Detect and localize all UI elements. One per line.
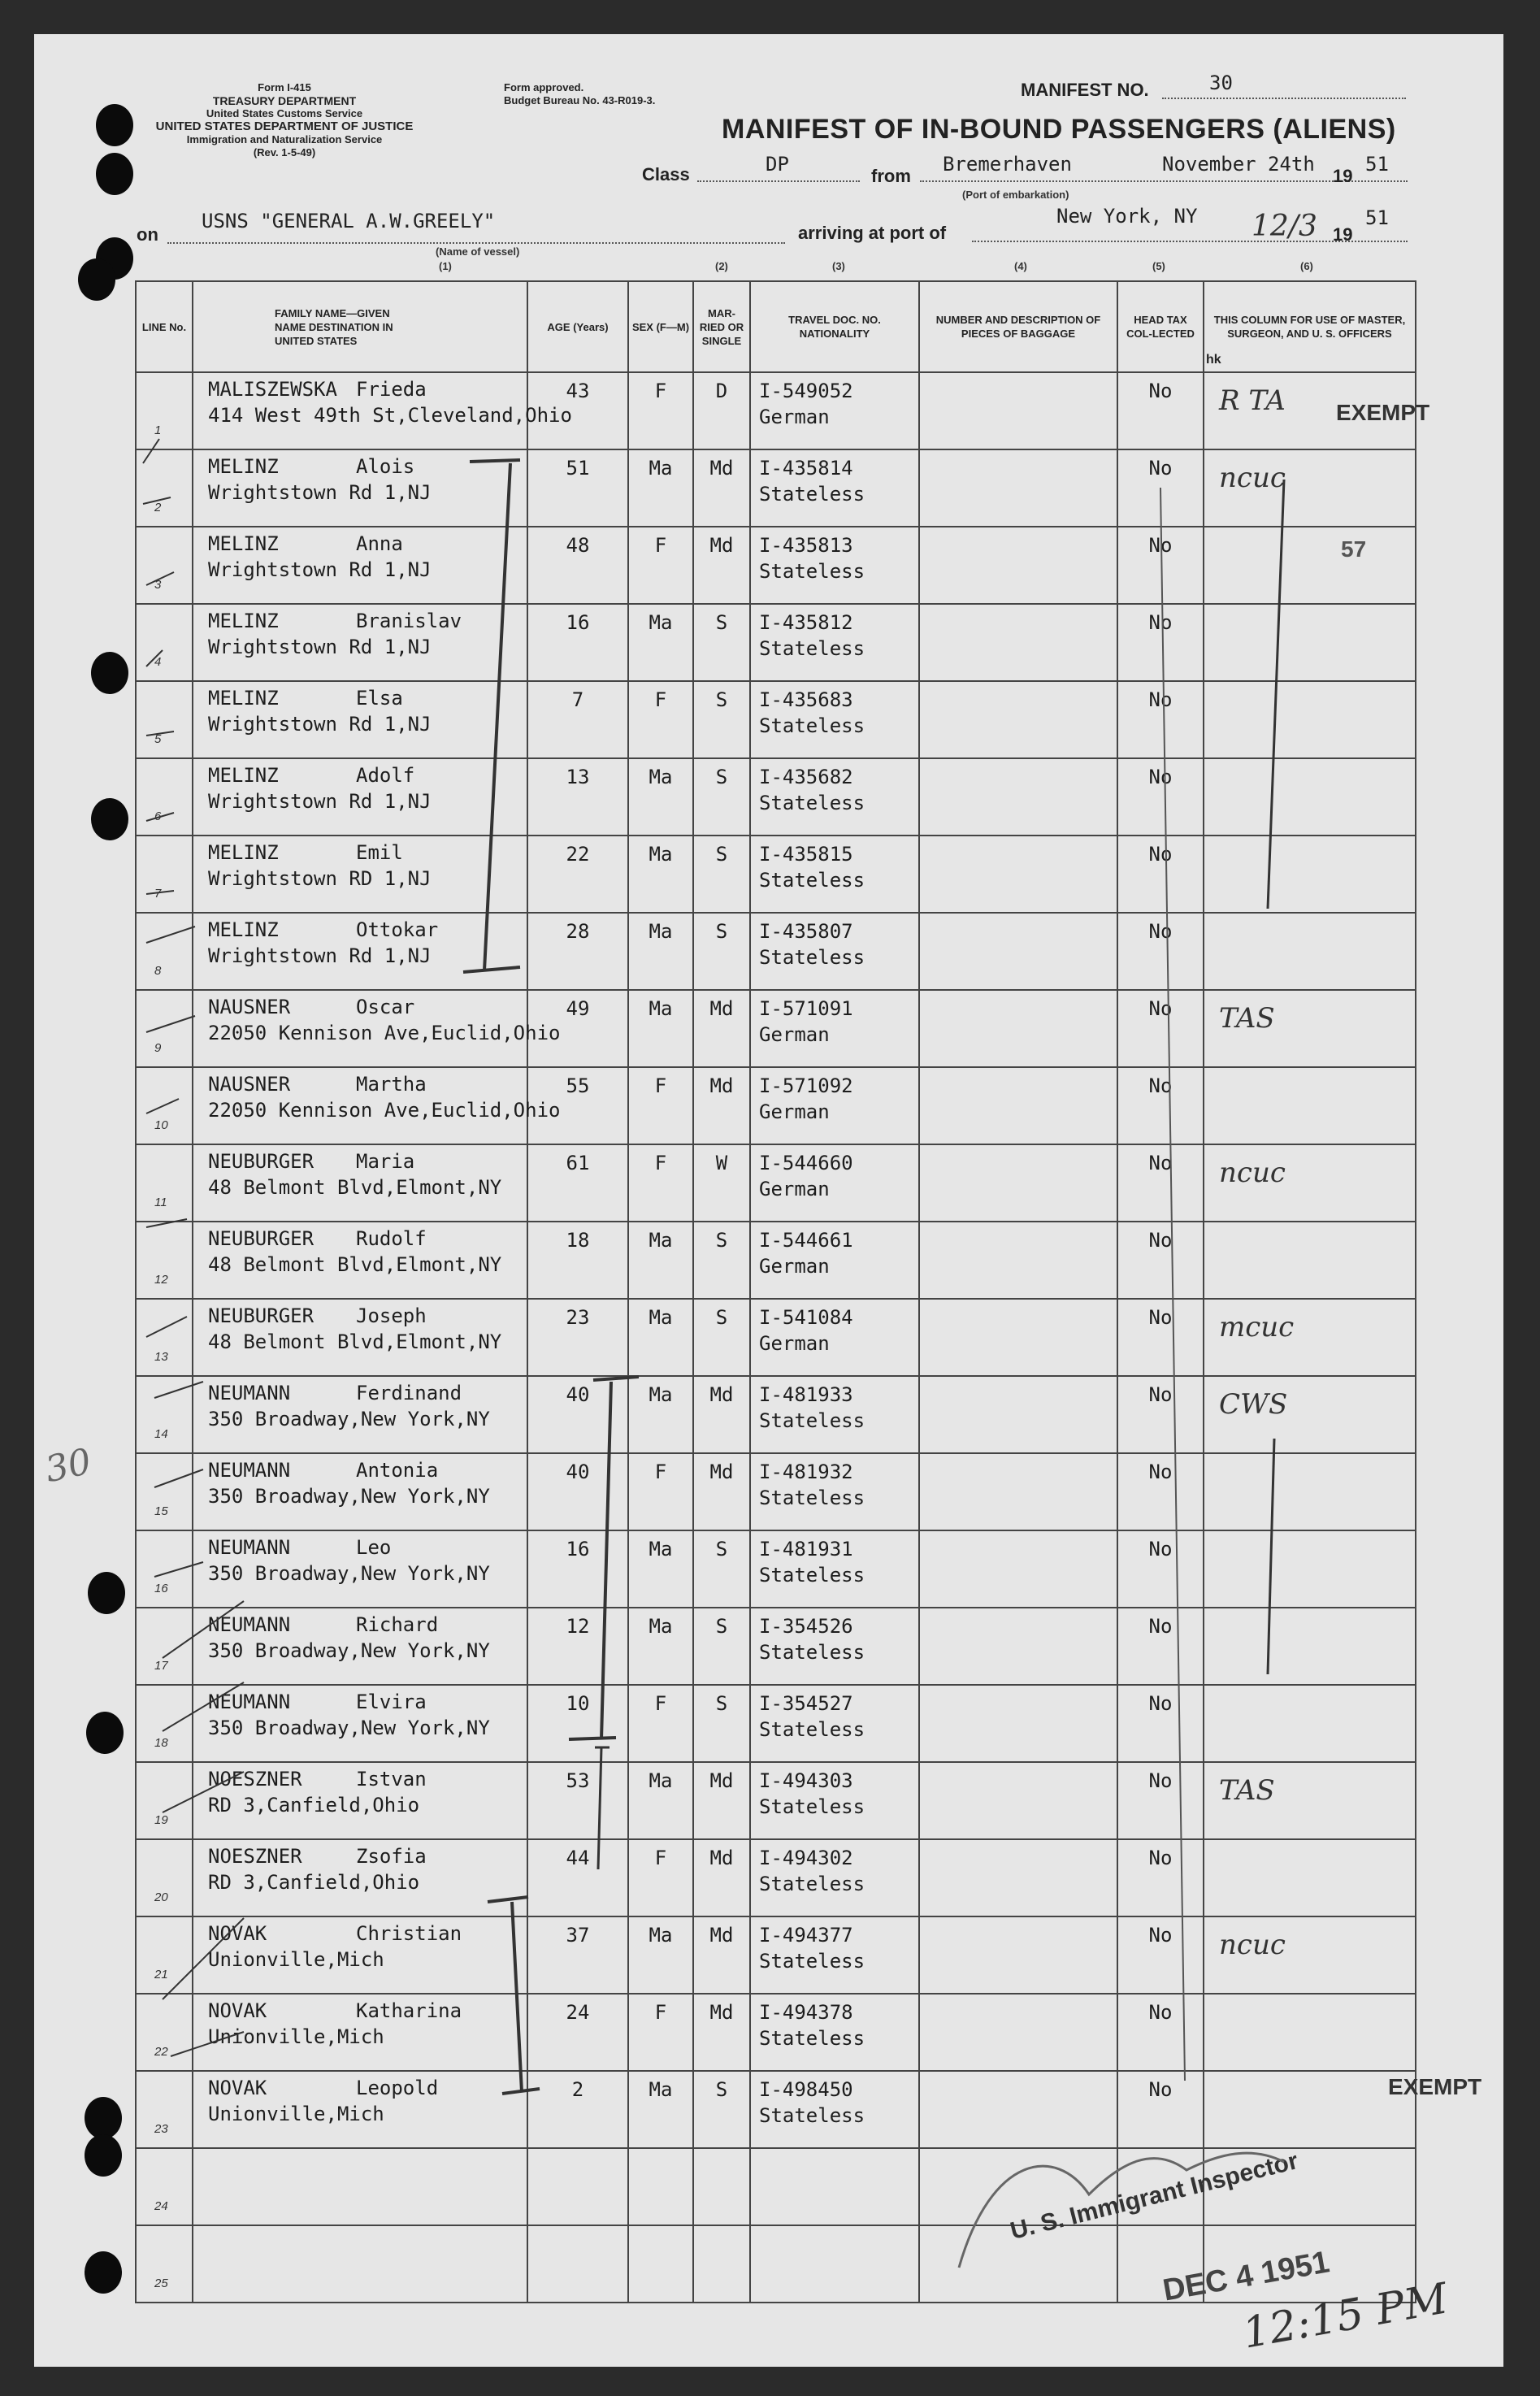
head-tax: No: [1148, 1461, 1173, 1483]
destination: Wrightstown RD 1,NJ: [208, 867, 432, 890]
given-name: Maria: [356, 1150, 415, 1173]
given-name: Ottokar: [356, 918, 439, 941]
page-title: MANIFEST OF IN-BOUND PASSENGERS (ALIENS): [722, 114, 1396, 145]
sex: Ma: [649, 611, 673, 634]
travel-doc-no: I-435812: [759, 611, 853, 634]
line-number: 23: [154, 2122, 168, 2136]
arrival-year-prefix: 19: [1333, 224, 1353, 245]
nationality: Stateless: [759, 560, 865, 583]
destination: Wrightstown Rd 1,NJ: [208, 481, 432, 504]
nationality: Stateless: [759, 2104, 865, 2127]
family-name: MELINZ: [208, 841, 279, 864]
head-tax: No: [1148, 1383, 1173, 1406]
manifest-no-label: MANIFEST NO.: [1021, 80, 1149, 100]
tick-marks: [143, 439, 244, 2056]
age: 53: [566, 1769, 590, 1792]
head-tax: No: [1148, 997, 1173, 1020]
travel-doc-no: I-494302: [759, 1847, 853, 1869]
age: 51: [566, 457, 590, 480]
marital-status: Md: [709, 1847, 734, 1869]
age: 7: [571, 688, 584, 711]
line-number: 6: [154, 810, 162, 823]
destination: RD 3,Canfield,Ohio: [208, 1871, 420, 1894]
budget-bureau: Budget Bureau No. 43-R019-3.: [504, 94, 656, 106]
travel-doc-no: I-494303: [759, 1769, 853, 1792]
nationality: Stateless: [759, 1795, 865, 1818]
line-number: 19: [154, 1813, 168, 1827]
embark-caption: (Port of embarkation): [962, 189, 1069, 201]
line-number: 12: [154, 1273, 168, 1287]
line-number: 2: [154, 501, 162, 514]
family-name: MELINZ: [208, 610, 279, 632]
port-of-embarkation: Bremerhaven: [943, 153, 1072, 176]
family-name: MELINZ: [208, 764, 279, 787]
departure-year: 51: [1365, 153, 1389, 176]
line-number: 11: [154, 1196, 167, 1209]
officer-note: mcuc: [1219, 1311, 1295, 1343]
nationality: Stateless: [759, 792, 865, 814]
sex: Ma: [649, 843, 673, 866]
on-label: on: [137, 224, 158, 245]
family-name: NAUSNER: [208, 996, 291, 1018]
given-name: Emil: [356, 841, 403, 864]
head-tax: No: [1148, 843, 1173, 866]
sex: F: [654, 380, 667, 402]
line-number: 16: [154, 1582, 168, 1595]
given-name: Anna: [356, 532, 403, 555]
sex: Ma: [649, 1769, 673, 1792]
age: 43: [566, 380, 590, 402]
marital-status: Md: [709, 1769, 734, 1792]
line-number: 8: [154, 964, 162, 978]
sex: F: [654, 688, 667, 711]
bracket-novak: [488, 1897, 540, 2094]
inspector-stamp: U. S. Immigrant Inspector: [1008, 2147, 1301, 2246]
age: 2: [571, 2078, 584, 2101]
head-tax: No: [1148, 1769, 1173, 1792]
exempt-stamp-top: EXEMPT: [1336, 400, 1430, 425]
sex: Ma: [649, 997, 673, 1020]
class-label: Class: [642, 164, 690, 184]
nationality: German: [759, 1100, 830, 1123]
head-tax: No: [1148, 1229, 1173, 1252]
sex: Ma: [649, 457, 673, 480]
sex: Ma: [649, 920, 673, 943]
head-tax: No: [1148, 1847, 1173, 1869]
handwritten-time: 12:15 PM: [1239, 2274, 1451, 2359]
arrival-date-handwritten: 12/3: [1252, 210, 1317, 243]
nationality: Stateless: [759, 946, 865, 969]
travel-doc-no: I-544660: [759, 1152, 853, 1174]
column-number-3: (3): [832, 260, 845, 272]
arriving-label: arriving at port of: [798, 223, 947, 243]
age: 48: [566, 534, 590, 557]
given-name: Alois: [356, 455, 415, 478]
head-tax: No: [1148, 2078, 1173, 2101]
nationality: German: [759, 1332, 830, 1355]
head-tax: No: [1148, 1152, 1173, 1174]
officer-note: TAS: [1219, 1002, 1275, 1035]
nationality: Stateless: [759, 1718, 865, 1741]
column-number-4: (4): [1014, 260, 1027, 272]
destination: Wrightstown Rd 1,NJ: [208, 944, 432, 967]
header-line-no: LINE No.: [136, 281, 193, 372]
travel-doc-no: I-435682: [759, 766, 853, 788]
sex: Ma: [649, 1229, 673, 1252]
family-name: NOVAK: [208, 1922, 267, 1945]
family-name: NEUMANN: [208, 1536, 291, 1559]
margin-note-30: 30: [41, 1440, 95, 1491]
age: 12: [566, 1615, 590, 1638]
marital-status: S: [715, 1615, 728, 1638]
sex: Ma: [649, 1615, 673, 1638]
line-number: 10: [154, 1118, 168, 1132]
line-number: 20: [154, 1890, 168, 1904]
marital-status: D: [715, 380, 728, 402]
manifest-no-value: 30: [1209, 72, 1233, 94]
sex: F: [654, 1461, 667, 1483]
travel-doc-no: I-435815: [759, 843, 853, 866]
line-number: 5: [154, 732, 162, 746]
travel-doc-no: I-549052: [759, 380, 853, 402]
officer-line-2: [1268, 1439, 1274, 1674]
marital-status: W: [715, 1152, 728, 1174]
sex: F: [654, 1074, 667, 1097]
sex: Ma: [649, 1383, 673, 1406]
travel-doc-no: I-571092: [759, 1074, 853, 1097]
officer-note: ncuc: [1219, 1929, 1286, 1961]
marital-status: Md: [709, 2001, 734, 2024]
travel-doc-no: I-435683: [759, 688, 853, 711]
head-tax: No: [1148, 1615, 1173, 1638]
family-name: NEUBURGER: [208, 1150, 315, 1173]
destination: 414 West 49th St,Cleveland,Ohio: [208, 404, 572, 427]
marital-status: S: [715, 688, 728, 711]
destination: 350 Broadway,New York,NY: [208, 1639, 490, 1662]
travel-doc-no: I-354526: [759, 1615, 853, 1638]
travel-doc-no: I-571091: [759, 997, 853, 1020]
age: 18: [566, 1229, 590, 1252]
age: 16: [566, 1538, 590, 1560]
nationality: German: [759, 1023, 830, 1046]
nationality: Stateless: [759, 714, 865, 737]
header-sex: SEX (F—M): [628, 281, 693, 372]
head-tax: No: [1148, 1538, 1173, 1560]
age: 28: [566, 920, 590, 943]
travel-doc-no: I-481933: [759, 1383, 853, 1406]
age: 13: [566, 766, 590, 788]
nationality: Stateless: [759, 1641, 865, 1664]
head-tax: No: [1148, 457, 1173, 480]
destination: 48 Belmont Blvd,Elmont,NY: [208, 1176, 502, 1199]
sex: F: [654, 1152, 667, 1174]
nationality: German: [759, 406, 830, 428]
given-name: Istvan: [356, 1768, 427, 1790]
officer-note: CWS: [1219, 1388, 1288, 1421]
marital-status: Md: [709, 1461, 734, 1483]
destination: Unionville,Mich: [208, 2025, 384, 2048]
form-approved: Form approved.: [504, 81, 584, 93]
marital-status: Md: [709, 1074, 734, 1097]
column-number-6: (6): [1300, 260, 1313, 272]
family-name: NEUMANN: [208, 1691, 291, 1713]
officer-note: TAS: [1219, 1774, 1275, 1807]
age: 49: [566, 997, 590, 1020]
line-number: 7: [154, 887, 162, 901]
destination: RD 3,Canfield,Ohio: [208, 1794, 420, 1817]
header-married: MAR-RIED OR SINGLE: [693, 281, 750, 372]
line-number: 18: [154, 1736, 168, 1750]
column-number-5: (5): [1152, 260, 1165, 272]
given-name: Martha: [356, 1073, 427, 1096]
destination: 48 Belmont Blvd,Elmont,NY: [208, 1253, 502, 1276]
given-name: Christian: [356, 1922, 462, 1945]
officer-note: ncuc: [1219, 462, 1286, 494]
given-name: Antonia: [356, 1459, 439, 1482]
travel-doc-no: I-435807: [759, 920, 853, 943]
travel-doc-no: I-494377: [759, 1924, 853, 1947]
header-name: FAMILY NAME—GIVEN NAME DESTINATION IN UNITED STATES: [193, 281, 527, 372]
family-name: NEUMANN: [208, 1459, 291, 1482]
ins-service: Immigration and Naturalization Service: [186, 133, 383, 145]
age: 44: [566, 1847, 590, 1869]
header-head-tax: HEAD TAX COL-LECTED: [1117, 281, 1204, 372]
family-name: NOVAK: [208, 1999, 267, 2022]
given-name: Leopold: [356, 2077, 439, 2099]
nationality: Stateless: [759, 637, 865, 660]
marital-status: Md: [709, 457, 734, 480]
given-name: Leo: [356, 1536, 392, 1559]
age: 55: [566, 1074, 590, 1097]
family-name: NEUBURGER: [208, 1304, 315, 1327]
head-tax: No: [1148, 2001, 1173, 2024]
vessel-caption: (Name of vessel): [436, 245, 520, 258]
form-revision: (Rev. 1-5-49): [253, 146, 316, 158]
officer-line-1: [1268, 480, 1284, 909]
travel-doc-no: I-498450: [759, 2078, 853, 2101]
line-number: 4: [154, 655, 162, 669]
destination: Wrightstown Rd 1,NJ: [208, 790, 432, 813]
destination: Wrightstown Rd 1,NJ: [208, 713, 432, 736]
age: 22: [566, 843, 590, 866]
line-number: 24: [154, 2199, 168, 2213]
head-tax: No: [1148, 920, 1173, 943]
treasury-department: TREASURY DEPARTMENT: [212, 94, 357, 107]
family-name: NAUSNER: [208, 1073, 291, 1096]
head-tax-line: [1160, 488, 1185, 2081]
header-hk: hk: [1206, 353, 1221, 367]
inspection-date-stamp: DEC 4 1951: [1160, 2245, 1333, 2308]
family-name: MELINZ: [208, 532, 279, 555]
form-number: Form I-415: [258, 81, 311, 93]
age: 61: [566, 1152, 590, 1174]
given-name: Joseph: [356, 1304, 427, 1327]
sex: Ma: [649, 1538, 673, 1560]
head-tax: No: [1148, 688, 1173, 711]
class-value: DP: [766, 153, 789, 176]
destination: 22050 Kennison Ave,Euclid,Ohio: [208, 1099, 561, 1122]
line-number: 13: [154, 1350, 168, 1364]
destination: 350 Broadway,New York,NY: [208, 1717, 490, 1739]
arrival-port: New York, NY: [1056, 205, 1198, 228]
travel-doc-no: I-481932: [759, 1461, 853, 1483]
vessel-name: USNS "GENERAL A.W.GREELY": [202, 210, 496, 232]
column-number-1: (1): [439, 260, 452, 272]
head-tax: No: [1148, 534, 1173, 557]
destination: Unionville,Mich: [208, 2103, 384, 2125]
family-name: NOESZNER: [208, 1768, 302, 1790]
sex: Ma: [649, 2078, 673, 2101]
destination: 350 Broadway,New York,NY: [208, 1408, 490, 1430]
officer-note: R TA: [1219, 384, 1286, 417]
destination: 350 Broadway,New York,NY: [208, 1485, 490, 1508]
nationality: Stateless: [759, 1409, 865, 1432]
travel-doc-no: I-541084: [759, 1306, 853, 1329]
age: 40: [566, 1383, 590, 1406]
head-tax: No: [1148, 1692, 1173, 1715]
nationality: Stateless: [759, 1873, 865, 1895]
marital-status: Md: [709, 534, 734, 557]
nationality: Stateless: [759, 483, 865, 506]
destination: Wrightstown Rd 1,NJ: [208, 636, 432, 658]
marital-status: S: [715, 1538, 728, 1560]
justice-department: UNITED STATES DEPARTMENT OF JUSTICE: [155, 119, 414, 133]
given-name: Richard: [356, 1613, 439, 1636]
line-number: 1: [154, 423, 162, 437]
sex: F: [654, 1847, 667, 1869]
customs-service: United States Customs Service: [206, 107, 363, 119]
exempt-stamp-bottom: EXEMPT: [1388, 2074, 1482, 2099]
travel-doc-no: I-354527: [759, 1692, 853, 1715]
bracket-melinz: [463, 460, 520, 972]
nationality: Stateless: [759, 2027, 865, 2050]
nationality: Stateless: [759, 1487, 865, 1509]
family-name: NEUMANN: [208, 1613, 291, 1636]
given-name: Oscar: [356, 996, 415, 1018]
given-name: Adolf: [356, 764, 415, 787]
line-number: 14: [154, 1427, 168, 1441]
column-number-2: (2): [715, 260, 728, 272]
nationality: German: [759, 1178, 830, 1200]
family-name: MELINZ: [208, 918, 279, 941]
line-number: 25: [154, 2277, 168, 2290]
line-number: 15: [154, 1504, 168, 1518]
marital-status: Md: [709, 997, 734, 1020]
marital-status: S: [715, 766, 728, 788]
age: 40: [566, 1461, 590, 1483]
line-number: 3: [154, 578, 162, 592]
family-name: MALISZEWSKA: [208, 378, 337, 401]
nationality: Stateless: [759, 869, 865, 892]
age: 16: [566, 611, 590, 634]
destination: Unionville,Mich: [208, 1948, 384, 1971]
given-name: Ferdinand: [356, 1382, 462, 1404]
head-tax: No: [1148, 1924, 1173, 1947]
marital-status: S: [715, 920, 728, 943]
head-tax: No: [1148, 380, 1173, 402]
marital-status: S: [715, 2078, 728, 2101]
family-name: NEUMANN: [208, 1382, 291, 1404]
age: 24: [566, 2001, 590, 2024]
bracket-noeszner: [595, 1747, 609, 1869]
line-number: 17: [154, 1659, 168, 1673]
departure-year-prefix: 19: [1333, 166, 1353, 186]
marital-status: S: [715, 1306, 728, 1329]
age: 23: [566, 1306, 590, 1329]
sex: Ma: [649, 1306, 673, 1329]
given-name: Elsa: [356, 687, 403, 710]
marital-status: S: [715, 1692, 728, 1715]
departure-date: November 24th: [1162, 153, 1315, 176]
family-name: NEUBURGER: [208, 1227, 315, 1250]
sex: F: [654, 2001, 667, 2024]
arrival-year: 51: [1365, 206, 1389, 229]
given-name: Zsofia: [356, 1845, 427, 1868]
marital-status: Md: [709, 1924, 734, 1947]
officer-note: ncuc: [1219, 1157, 1286, 1189]
travel-doc-no: I-435813: [759, 534, 853, 557]
sex: Ma: [649, 766, 673, 788]
handwritten-57: 57: [1341, 536, 1367, 562]
travel-doc-no: I-481931: [759, 1538, 853, 1560]
line-number: 22: [154, 2045, 168, 2059]
travel-doc-no: I-544661: [759, 1229, 853, 1252]
destination: Wrightstown Rd 1,NJ: [208, 558, 432, 581]
header-officers-text: THIS COLUMN FOR USE OF MASTER, SURGEON, AND U. S. OFFICERS: [1213, 314, 1406, 340]
age: 10: [566, 1692, 590, 1715]
given-name: Katharina: [356, 1999, 462, 2022]
header-age: AGE (Years): [527, 281, 628, 372]
head-tax: No: [1148, 1306, 1173, 1329]
nationality: Stateless: [759, 1950, 865, 1973]
nationality: German: [759, 1255, 830, 1278]
sex: F: [654, 1692, 667, 1715]
line-number: 21: [154, 1968, 168, 1981]
family-name: MELINZ: [208, 687, 279, 710]
given-name: Frieda: [356, 378, 427, 401]
family-name: NOVAK: [208, 2077, 267, 2099]
age: 37: [566, 1924, 590, 1947]
marital-status: S: [715, 1229, 728, 1252]
marital-status: S: [715, 843, 728, 866]
sex: F: [654, 534, 667, 557]
family-name: NOESZNER: [208, 1845, 302, 1868]
header-travel-doc: TRAVEL DOC. NO. NATIONALITY: [750, 281, 919, 372]
sex: Ma: [649, 1924, 673, 1947]
marital-status: S: [715, 611, 728, 634]
travel-doc-no: I-435814: [759, 457, 853, 480]
from-label: from: [871, 166, 911, 186]
destination: 22050 Kennison Ave,Euclid,Ohio: [208, 1022, 561, 1044]
given-name: Branislav: [356, 610, 462, 632]
destination: 350 Broadway,New York,NY: [208, 1562, 490, 1585]
marital-status: Md: [709, 1383, 734, 1406]
head-tax: No: [1148, 611, 1173, 634]
family-name: MELINZ: [208, 455, 279, 478]
bracket-neumann: [569, 1377, 639, 1739]
signature-scribble: [959, 2153, 1284, 2268]
header-baggage: NUMBER AND DESCRIPTION OF PIECES OF BAGGAGE: [919, 281, 1117, 372]
travel-doc-no: I-494378: [759, 2001, 853, 2024]
given-name: Rudolf: [356, 1227, 427, 1250]
nationality: Stateless: [759, 1564, 865, 1586]
destination: 48 Belmont Blvd,Elmont,NY: [208, 1330, 502, 1353]
head-tax: No: [1148, 1074, 1173, 1097]
line-number: 9: [154, 1041, 162, 1055]
head-tax: No: [1148, 766, 1173, 788]
given-name: Elvira: [356, 1691, 427, 1713]
